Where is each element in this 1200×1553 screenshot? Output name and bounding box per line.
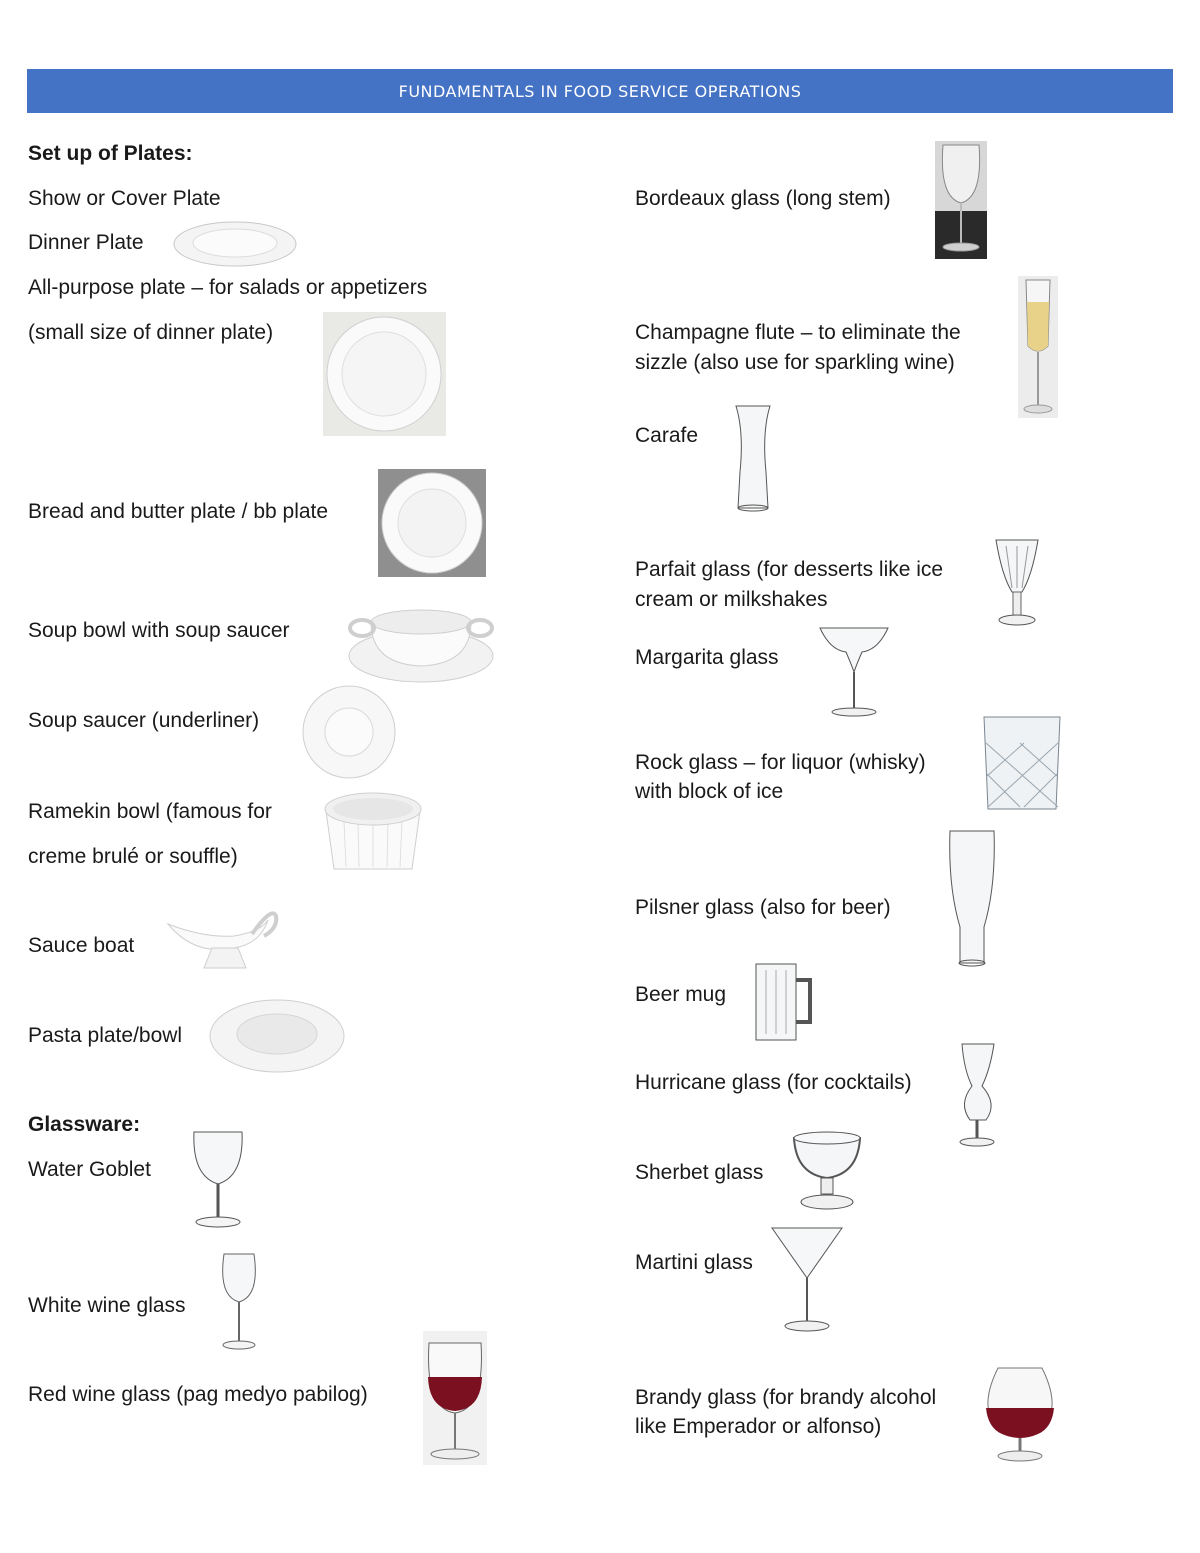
- label-martini: Martini glass: [635, 1251, 753, 1274]
- label-show-plate: Show or Cover Plate: [28, 187, 221, 210]
- beer-mug-image: [750, 960, 818, 1046]
- label-sherbet: Sherbet glass: [635, 1161, 764, 1184]
- label-water-goblet: Water Goblet: [28, 1158, 151, 1181]
- red-wine-glass-image: [423, 1331, 487, 1465]
- carafe-image: [728, 402, 778, 514]
- label-rock-glass-note: with block of ice: [635, 780, 784, 803]
- hurricane-glass-image: [952, 1040, 1002, 1150]
- label-sauce-boat: Sauce boat: [28, 934, 135, 957]
- label-ramekin-note: creme brulé or souffle): [28, 845, 238, 868]
- margarita-glass-image: [818, 622, 890, 718]
- label-dinner-plate: Dinner Plate: [28, 231, 144, 254]
- bordeaux-glass-image: [935, 141, 987, 259]
- champagne-flute-image: [1018, 276, 1058, 418]
- label-pasta-plate: Pasta plate/bowl: [28, 1024, 183, 1047]
- label-red-wine: Red wine glass (pag medyo pabilog): [28, 1383, 368, 1406]
- label-brandy: Brandy glass (for brandy alcohol: [635, 1386, 937, 1409]
- pasta-plate-image: [208, 998, 346, 1074]
- water-goblet-image: [186, 1128, 250, 1230]
- label-pilsner: Pilsner glass (also for beer): [635, 896, 891, 919]
- glassware-heading: Glassware:: [28, 1113, 141, 1136]
- label-champagne: Champagne flute – to eliminate the: [635, 321, 961, 344]
- ramekin-image: [320, 785, 426, 875]
- label-margarita: Margarita glass: [635, 646, 779, 669]
- label-carafe: Carafe: [635, 424, 699, 447]
- bb-plate-image: [378, 469, 486, 577]
- label-beer-mug: Beer mug: [635, 983, 727, 1006]
- document-header: FUNDAMENTALS IN FOOD SERVICE OPERATIONS: [27, 69, 1173, 113]
- sherbet-glass-image: [790, 1130, 864, 1212]
- label-all-purpose-plate: All-purpose plate – for salads or appetizers: [28, 276, 428, 299]
- white-wine-glass-image: [218, 1250, 260, 1350]
- label-parfait: Parfait glass (for desserts like ice: [635, 558, 944, 581]
- label-bb-plate: Bread and butter plate / bb plate: [28, 500, 329, 523]
- label-all-purpose-plate-note: (small size of dinner plate): [28, 321, 274, 344]
- label-soup-bowl: Soup bowl with soup saucer: [28, 619, 290, 642]
- sauce-boat-image: [164, 902, 280, 976]
- label-ramekin: Ramekin bowl (famous for: [28, 800, 272, 823]
- plates-heading: Set up of Plates:: [28, 142, 193, 165]
- soup-saucer-image: [300, 684, 398, 780]
- label-white-wine: White wine glass: [28, 1294, 186, 1317]
- all-purpose-plate-image: [323, 312, 446, 436]
- label-soup-saucer: Soup saucer (underliner): [28, 709, 260, 732]
- parfait-glass-image: [992, 536, 1042, 630]
- rock-glass-image: [980, 713, 1064, 815]
- martini-glass-image: [770, 1224, 844, 1334]
- label-hurricane: Hurricane glass (for cocktails): [635, 1071, 912, 1094]
- pilsner-glass-image: [944, 827, 1000, 971]
- label-champagne-note: sizzle (also use for sparkling wine): [635, 351, 955, 374]
- dinner-plate-image: [172, 220, 298, 268]
- soup-bowl-image: [346, 594, 496, 686]
- brandy-glass-image: [982, 1362, 1058, 1464]
- label-bordeaux: Bordeaux glass (long stem): [635, 187, 891, 210]
- label-rock-glass: Rock glass – for liquor (whisky): [635, 751, 926, 774]
- label-parfait-note: cream or milkshakes: [635, 588, 828, 611]
- label-brandy-note: like Emperador or alfonso): [635, 1415, 882, 1438]
